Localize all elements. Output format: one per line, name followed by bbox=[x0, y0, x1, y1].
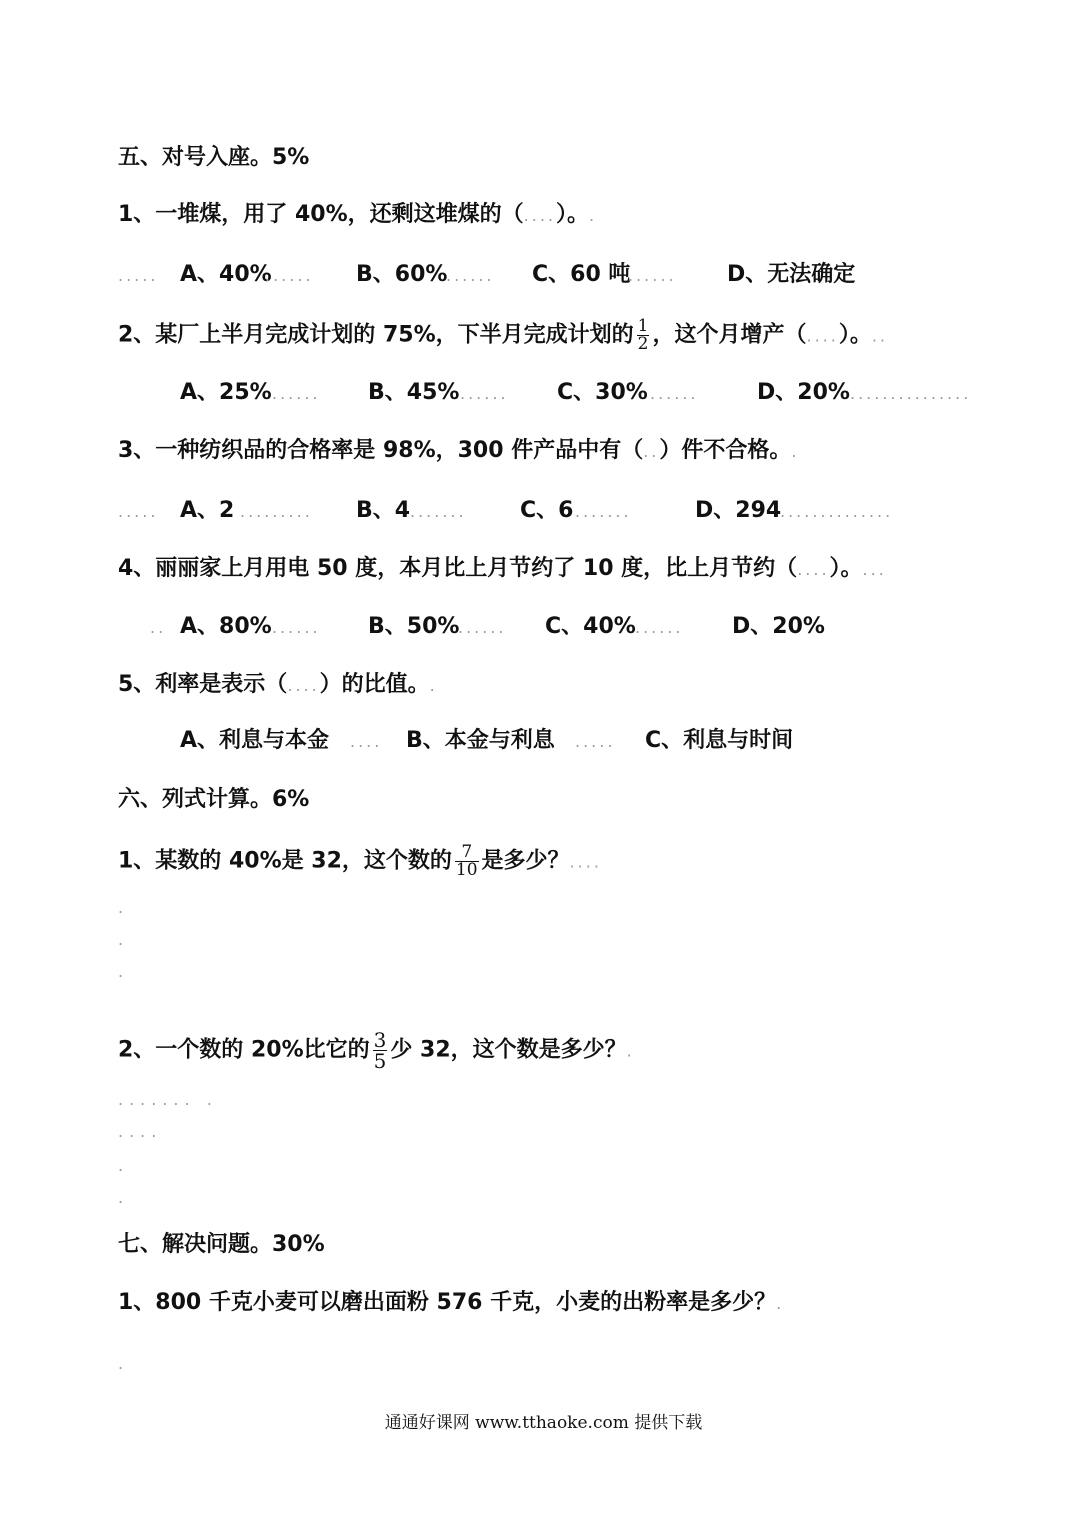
option-c: C、6 bbox=[520, 498, 574, 523]
footer-credit: 通通好课网 www.tthaoke.com 提供下载 bbox=[384, 1413, 703, 1433]
question-5-3: 3、一种纺织品的合格率是 98%，300 件产品中有（..）件不合格。. bbox=[118, 438, 800, 463]
option-a: A、利息与本金 bbox=[180, 728, 330, 753]
question-close: ）的比值。 bbox=[319, 672, 430, 697]
fraction-denominator: 10 bbox=[455, 860, 478, 880]
question-text: 1、800 千克小麦可以磨出面粉 576 千克，小麦的出粉率是多少？ bbox=[118, 1290, 777, 1315]
question-5-4: 4、丽丽家上月用电 50 度，本月比上月节约了 10 度，比上月节约（....）。... bbox=[118, 556, 887, 581]
option-b: B、本金与利息 bbox=[406, 728, 555, 753]
question-5-5: 5、利率是表示（....）的比值。. bbox=[118, 672, 438, 697]
question-7-1: 1、800 千克小麦可以磨出面粉 576 千克，小麦的出粉率是多少？. bbox=[118, 1290, 785, 1315]
options-row-5-1: ..... bbox=[118, 266, 159, 285]
option-c: C、利息与时间 bbox=[645, 728, 794, 753]
fraction bbox=[455, 844, 479, 879]
question-text: 2、某厂上半月完成计划的 75%，下半月完成计划的 bbox=[118, 322, 634, 348]
option-d: D、20% bbox=[757, 380, 850, 405]
option-b: B、60% bbox=[356, 262, 448, 287]
question-close: ）。 bbox=[829, 556, 863, 581]
question-text-b: 是多少？ bbox=[481, 848, 570, 874]
question-text: 2、一个数的 20%比它的 bbox=[118, 1037, 370, 1063]
option-a: A、80% bbox=[180, 614, 272, 639]
question-text-b: 少 32，这个数是多少？ bbox=[390, 1037, 627, 1063]
fraction-numerator: 7 bbox=[455, 844, 479, 862]
option-a: A、25% bbox=[180, 380, 272, 405]
fraction bbox=[637, 318, 650, 353]
option-c: C、60 吨 bbox=[532, 262, 631, 287]
section-6-title: 六、列式计算。6% bbox=[118, 787, 310, 812]
option-a: A、40% bbox=[180, 262, 272, 287]
question-5-2: 2、某厂上半月完成计划的 75%，下半月完成计划的 $\frac{1}{2}$ ，这个月增产（....）。.. bbox=[118, 316, 889, 354]
question-5-1: 1、一堆煤，用了 40%，还剩这堆煤的（....）。. bbox=[118, 202, 598, 227]
option-d: D、294 bbox=[695, 498, 782, 523]
question-text-b: ，这个月增产（ bbox=[652, 322, 807, 348]
option-b: B、4 bbox=[356, 498, 411, 523]
option-d: D、20% bbox=[732, 614, 825, 639]
question-close: ）。 bbox=[838, 322, 872, 348]
fraction bbox=[373, 1030, 388, 1071]
option-c: C、30% bbox=[557, 380, 648, 405]
section-5-title: 五、对号入座。5% bbox=[118, 145, 310, 170]
section-7-title: 七、解决问题。30% bbox=[118, 1232, 325, 1257]
question-text: 4、丽丽家上月用电 50 度，本月比上月节约了 10 度，比上月节约（ bbox=[118, 556, 798, 581]
option-b: B、45% bbox=[368, 380, 460, 405]
question-6-1: 1、某数的 40%是 32，这个数的 $\frac{7}{10}$ 是多少？.... bbox=[118, 842, 602, 880]
fraction-denominator: 5 bbox=[373, 1049, 387, 1073]
option-a: A、2 bbox=[180, 498, 235, 523]
fraction-denominator: 2 bbox=[637, 334, 649, 354]
question-text: 1、某数的 40%是 32，这个数的 bbox=[118, 848, 452, 874]
question-text: 3、一种纺织品的合格率是 98%，300 件产品中有（ bbox=[118, 438, 644, 463]
option-b: B、50% bbox=[368, 614, 460, 639]
question-6-2: 2、一个数的 20%比它的 $\frac{3}{5}$ 少 32，这个数是多少？. bbox=[118, 1028, 635, 1073]
question-close: ）。 bbox=[555, 202, 589, 227]
question-close: ）件不合格。 bbox=[659, 438, 792, 463]
fraction-numerator: 3 bbox=[373, 1028, 387, 1052]
option-d: D、无法确定 bbox=[727, 262, 856, 287]
option-c: C、40% bbox=[545, 614, 636, 639]
question-text: 5、利率是表示（ bbox=[118, 672, 288, 697]
question-text: 1、一堆煤，用了 40%，还剩这堆煤的（ bbox=[118, 202, 524, 227]
fraction-numerator: 1 bbox=[637, 316, 649, 336]
